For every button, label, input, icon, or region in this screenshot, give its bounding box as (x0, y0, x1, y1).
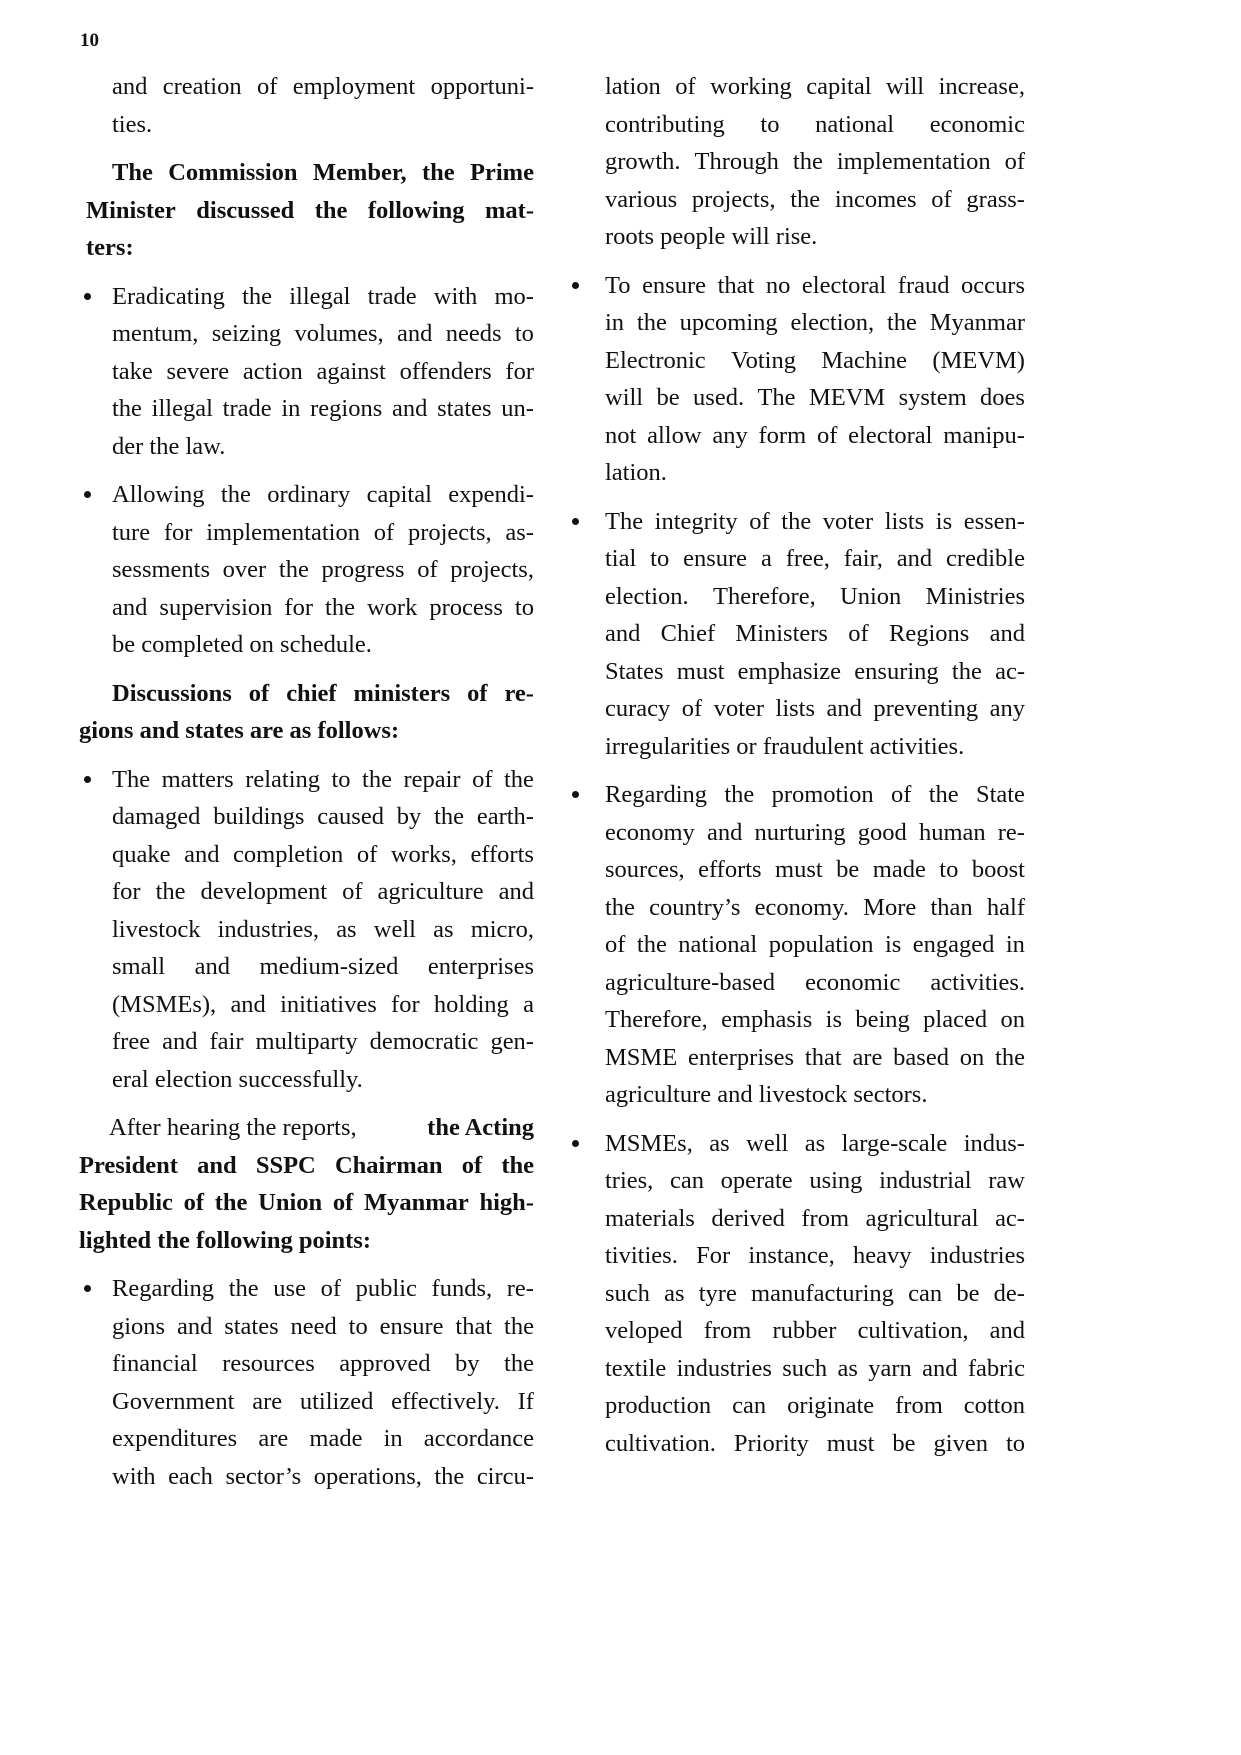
text-line: curacy of voter lists and preventing any (605, 695, 1025, 722)
text-line: President and SSPC Chairman of the (79, 1151, 534, 1179)
text-line: tial to ensure a free, fair, and credible (605, 545, 1025, 572)
text-line (79, 1109, 534, 1147)
bullet-icon (84, 1285, 91, 1292)
text-line: Allowing the ordinary capital expendi- (112, 481, 534, 508)
text-line: der the law. (112, 432, 226, 460)
text-line: lation of working capital will increase, (605, 73, 1025, 100)
text-line: the illegal trade in regions and states un- (112, 395, 534, 422)
list-item (572, 1125, 1025, 1463)
text-normal: After hearing the reports, (109, 1114, 357, 1141)
text-line: sessments over the progress of projects, (112, 556, 534, 583)
text-line: with each sector’s operations, the circu- (112, 1462, 534, 1490)
text-bold: the Acting (427, 1114, 534, 1141)
text-line: agriculture-based economic activities. (605, 968, 1025, 996)
list-item (572, 503, 1025, 766)
bullet-icon (572, 1140, 579, 1147)
text-line: Electronic Voting Machine (MEVM) (605, 346, 1025, 374)
list-item (79, 278, 534, 466)
list-item (79, 761, 534, 1099)
text-line: tivities. For instance, heavy industries (605, 1242, 1025, 1269)
bullet-icon (84, 491, 91, 498)
bullet-icon (572, 518, 579, 525)
list-item (79, 1270, 534, 1495)
text-line: the country’s economy. More than half (605, 893, 1025, 921)
text-line: The Commission Member, the Prime (112, 159, 534, 186)
text-line: free and fair multiparty democratic gen- (112, 1028, 534, 1055)
text-line: To ensure that no electoral fraud occurs (605, 271, 1025, 299)
text-line: will be used. The MEVM system does (605, 384, 1025, 411)
text-line: election. Therefore, Union Ministries (605, 582, 1025, 610)
text-line: not allow any form of electoral manipu- (605, 421, 1025, 449)
text-line: eral election successfully. (112, 1065, 363, 1093)
text-line: MSME enterprises that are based on the (605, 1043, 1025, 1071)
right-column (572, 68, 1025, 1462)
text-line: in the upcoming election, the Myanmar (605, 309, 1025, 336)
text-line: and supervision for the work process to (112, 593, 534, 621)
text-line: Therefore, emphasis is being placed on (605, 1006, 1025, 1033)
bullet-icon (572, 282, 579, 289)
text-line: production can originate from cotton (605, 1392, 1025, 1419)
text-line: Eradicating the illegal trade with mo- (112, 282, 534, 310)
text-line: damaged buildings caused by the earth- (112, 803, 534, 830)
text-line: Minister discussed the following mat- (86, 196, 534, 224)
text-line: Regarding the promotion of the State (605, 781, 1025, 808)
text-line: ties. (112, 110, 153, 138)
text-line: Republic of the Union of Myanmar high- (79, 1189, 534, 1216)
text-line: ters: (86, 234, 134, 261)
continuation-paragraph (79, 68, 534, 143)
text-line: economy and nurturing good human re- (605, 818, 1025, 846)
text-line: irregularities or fraudulent activities. (605, 732, 965, 760)
text-line: growth. Through the implementation of (605, 148, 1025, 175)
text-line: Government are utilized effectively. If (112, 1387, 534, 1415)
text-line: and Chief Ministers of Regions and (605, 620, 1025, 647)
text-line: gions and states are as follows: (79, 717, 400, 744)
text-line: financial resources approved by the (112, 1350, 534, 1377)
text-line: quake and completion of works, efforts (112, 840, 534, 868)
text-line: materials derived from agricultural ac- (605, 1204, 1025, 1232)
text-line: lighted the following points: (79, 1226, 371, 1254)
text-line: tries, can operate using industrial raw (605, 1167, 1025, 1194)
text-line: such as tyre manufacturing can be de- (605, 1279, 1025, 1307)
text-line: (MSMEs), and initiatives for holding a (112, 990, 534, 1018)
text-line: mentum, seizing volumes, and needs to (112, 320, 534, 347)
text-line: MSMEs, as well as large-scale indus- (605, 1129, 1025, 1157)
text-line: Regarding the use of public funds, re- (112, 1275, 534, 1302)
text-line: for the development of agriculture and (112, 878, 534, 905)
text-line: Discussions of chief ministers of re- (112, 679, 534, 707)
section-heading-commission (79, 154, 534, 267)
text-line: textile industries such as yarn and fabric (605, 1354, 1025, 1382)
text-line: various projects, the incomes of grass- (605, 185, 1025, 213)
bullet-icon (84, 293, 91, 300)
text-line: roots people will rise. (605, 223, 818, 250)
text-line: States must emphasize ensuring the ac- (605, 657, 1025, 685)
text-line: gions and states need to ensure that the (112, 1312, 534, 1340)
text-line: ture for implementation of projects, as- (112, 518, 534, 546)
text-line: sources, efforts must be made to boost (605, 856, 1025, 883)
text-line: agriculture and livestock sectors. (605, 1081, 928, 1108)
text-line: The integrity of the voter lists is essen- (605, 507, 1025, 535)
text-line: livestock industries, as well as micro, (112, 915, 534, 943)
bullet-icon (572, 791, 579, 798)
text-line: of the national population is engaged in (605, 931, 1025, 958)
text-line: take severe action against offenders for (112, 357, 534, 385)
bullet-icon (84, 776, 91, 783)
page-number: 10 (80, 30, 99, 51)
text-line: be completed on schedule. (112, 631, 372, 658)
text-line: contributing to national economic (605, 110, 1025, 138)
continuation-paragraph (572, 68, 1025, 256)
text-line: The matters relating to the repair of the (112, 765, 534, 793)
text-line: expenditures are made in accordance (112, 1425, 534, 1452)
list-item (79, 476, 534, 664)
list-item (572, 267, 1025, 492)
acting-president-paragraph (79, 1109, 534, 1259)
text-line: and creation of employment opportuni- (112, 73, 534, 100)
section-heading-chief-ministers (79, 675, 534, 750)
list-item (572, 776, 1025, 1114)
text-line: veloped from rubber cultivation, and (605, 1317, 1025, 1344)
text-line: lation. (605, 459, 667, 486)
left-column (79, 68, 534, 1495)
text-line: small and medium-sized enterprises (112, 953, 534, 980)
text-line: cultivation. Priority must be given to (605, 1429, 1025, 1457)
